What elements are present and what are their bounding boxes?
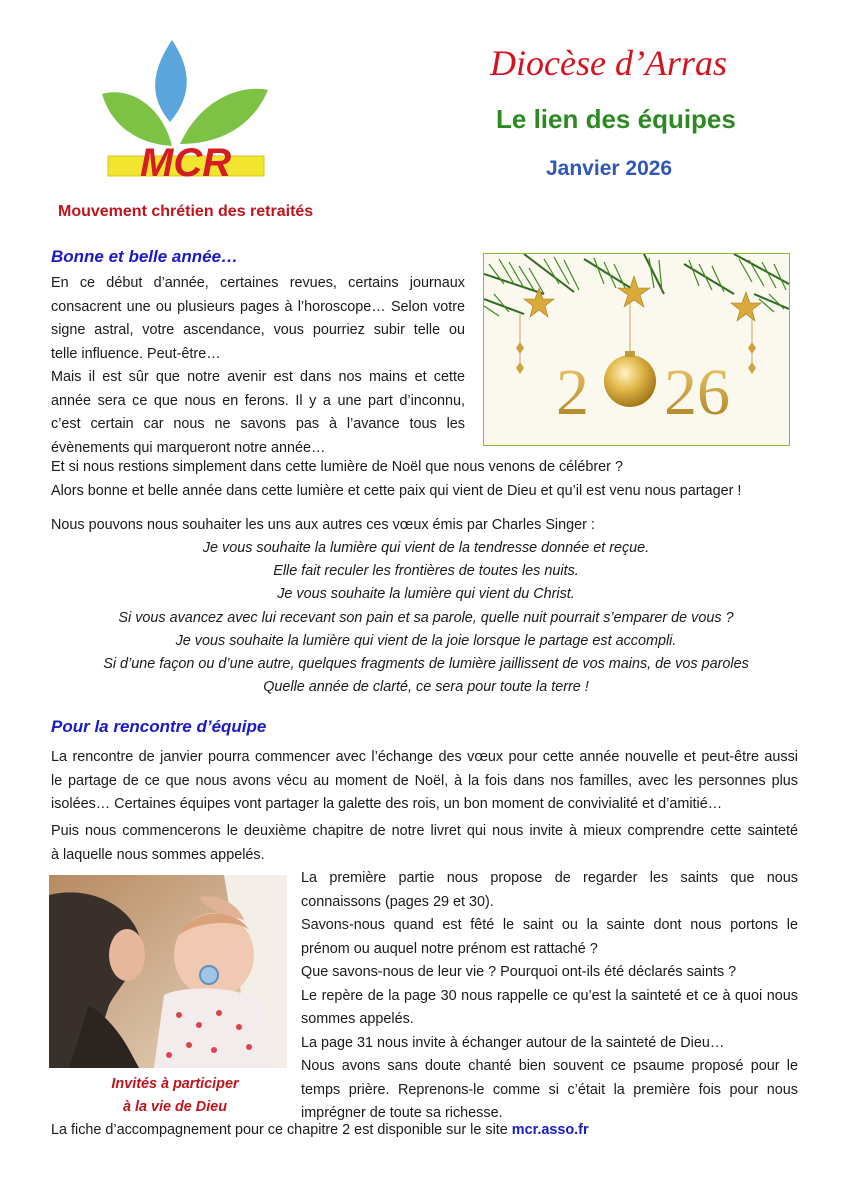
text-line: année sera ce que nous en ferons. Il y a une part d’inconnu, — [51, 392, 465, 409]
poem-line: Si d’une façon ou d’une autre, quelques fragments de lumière jaillissent de vos mains, de vos paroles — [103, 656, 749, 673]
rencontre-paragraph — [51, 746, 798, 817]
text-line: Et si nous restions simplement dans cette lumière de Noël que nous venons de célébrer ? — [51, 459, 623, 475]
text-line: signe astral, votre ascendance, vous pourriez subir telle ou — [51, 322, 465, 338]
chapter-paragraph — [51, 820, 798, 867]
year-digit-2: 2 — [556, 356, 589, 429]
caption-line: à la vie de Dieu — [123, 1099, 227, 1115]
poem — [60, 537, 792, 699]
issue-date: Janvier 2026 — [546, 157, 673, 180]
text-line: isolées… Certaines équipes vont partager la galette des rois, un bon moment de convivialité et d’amitié… — [51, 796, 723, 812]
text-line: Puis nous commencerons le deuxième chapitre de notre livret qui nous invite à mieux comprendre cette sainteté — [51, 823, 798, 839]
text-line: Savons-nous quand est fêté le saint ou la sainte dont nous portons le — [301, 917, 798, 933]
new-year-image — [483, 253, 790, 446]
poem-line: Quelle année de clarté, ce sera pour toute la terre ! — [263, 679, 589, 696]
text-line: prénom ou auquel notre prénom est rattaché ? — [301, 940, 598, 957]
mcr-logo-graphic — [100, 36, 270, 196]
poem-line: Si vous avancez avec lui recevant son pain et sa parole, quelle nuit pourrait s’emparer de vous ? — [118, 609, 734, 626]
year-digits-26: 26 — [664, 356, 730, 429]
footer-line — [51, 1119, 811, 1143]
closing-lines — [51, 456, 811, 503]
website-link[interactable]: mcr.asso.fr — [511, 1122, 589, 1138]
text-line: Que savons-nous de leur vie ? Pourquoi ont-ils été déclarés saints ? — [301, 964, 737, 980]
baptism-photo — [49, 875, 287, 1068]
poem-line: Je vous souhaite la lumière qui vient de la joie lorsque le partage est accompli. — [175, 632, 677, 649]
text-line: imprégner de toute sa richesse. — [301, 1105, 503, 1121]
section-title-rencontre: Pour la rencontre d’équipe — [51, 717, 267, 736]
text-line: Alors bonne et belle année dans cette lumière et cette paix qui vient de Dieu et qu’il est venu nous partager ! — [51, 482, 742, 499]
text-line: La page 31 nous invite à échanger autour de la sainteté de Dieu… — [301, 1034, 725, 1051]
svg-text:MCR: MCR — [140, 141, 232, 185]
footer-text: La fiche d’accompagnement pour ce chapitre 2 est disponible sur le site — [51, 1122, 512, 1138]
text-line: sommes appelés. — [301, 1011, 414, 1027]
saints-paragraph — [301, 867, 798, 1126]
text-line: La rencontre de janvier pourra commencer avec l’échange des vœux pour cette année nouvelle et peut-être aussi — [51, 749, 798, 765]
text-line: à laquelle nous sommes appelés. — [51, 846, 265, 863]
text-line: évènements qui marqueront notre année… — [51, 439, 326, 456]
text-line: Mais il est sûr que notre avenir est dans nos mains et cette — [51, 369, 465, 385]
intro-paragraphs — [51, 272, 465, 460]
photo-caption — [49, 1073, 301, 1119]
wishes-intro: Nous pouvons nous souhaiter les uns aux autres ces vœux émis par Charles Singer : — [51, 517, 595, 533]
diocese-title: Diocèse d’Arras — [490, 43, 727, 83]
text-line: telle influence. Peut-être… — [51, 345, 221, 362]
text-line: Le repère de la page 30 nous rappelle ce qu’est la sainteté et ce à quoi nous — [301, 987, 798, 1004]
text-line: le partage de ce que nous avons vécu au moment de Noël, à la fois dans nos familles, avec les personnes plus — [51, 772, 798, 789]
mcr-logo — [100, 36, 270, 196]
poem-line: Je vous souhaite la lumière qui vient de la tendresse donnée et reçue. — [202, 540, 650, 556]
text-line: consacrent une ou plusieurs pages à l’horoscope… Selon votre — [51, 298, 465, 315]
poem-line: Je vous souhaite la lumière qui vient du Christ. — [277, 586, 575, 603]
movement-name: Mouvement chrétien des retraités — [58, 203, 314, 220]
new-year-illustration — [484, 254, 789, 445]
baptism-illustration — [49, 875, 287, 1068]
poem-line: Elle fait reculer les frontières de toutes les nuits. — [273, 563, 579, 580]
text-line: temps prière. Reprenons-le comme si c’était la première fois pour nous — [301, 1081, 798, 1098]
caption-line: Invités à participer — [111, 1076, 239, 1092]
section-title-bonne-annee: Bonne et belle année… — [51, 247, 239, 266]
newsletter-title: Le lien des équipes — [496, 104, 736, 134]
text-line: La première partie nous propose de regarder les saints que nous — [301, 870, 798, 886]
text-line: Nous avons sans doute chanté bien souvent ce psaume proposé pour le — [301, 1058, 798, 1074]
text-line: c’est certain car nous ne savons pas à l’avance tous les — [51, 416, 465, 432]
text-line: En ce début d’année, certaines revues, certains journaux — [51, 275, 465, 291]
text-line: connaissons (pages 29 et 30). — [301, 893, 494, 910]
